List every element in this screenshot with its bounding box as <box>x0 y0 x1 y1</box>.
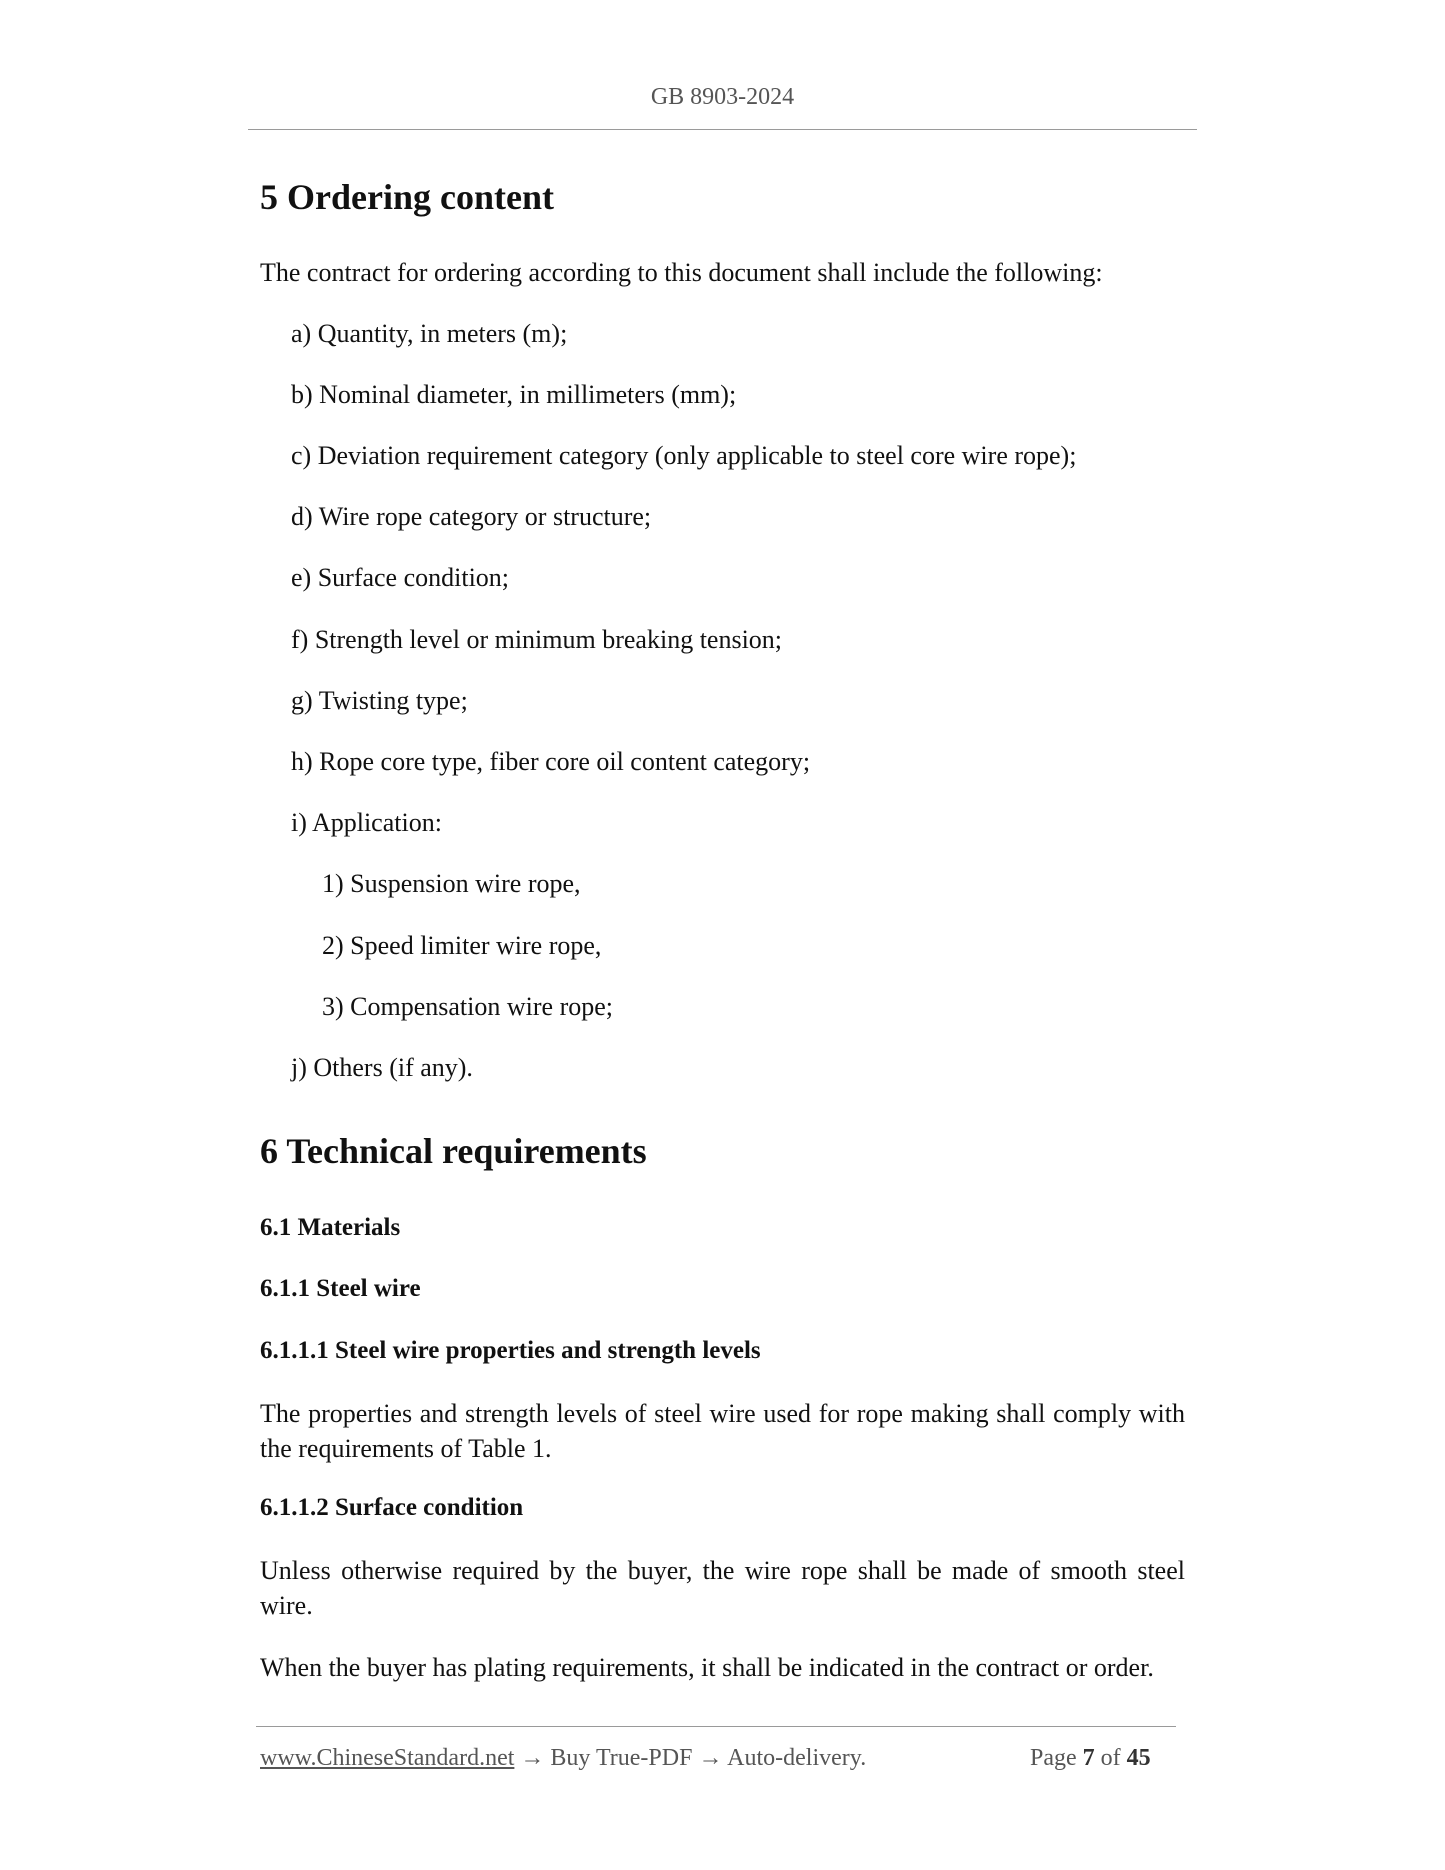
list-item: b) Nominal diameter, in millimeters (mm); <box>291 380 737 409</box>
section-5-intro: The contract for ordering according to this document shall include the following: <box>260 258 1103 287</box>
footer-promo <box>260 1745 866 1772</box>
subsection-6-1-1-2-heading: 6.1.1.2 Surface condition <box>260 1494 524 1521</box>
subsection-6-1-1-heading: 6.1.1 Steel wire <box>260 1275 421 1302</box>
auto-delivery-text: Auto-delivery. <box>727 1745 867 1771</box>
list-item: d) Wire rope category or structure; <box>291 502 652 531</box>
section-6-heading: 6 Technical requirements <box>260 1131 647 1171</box>
list-item: e) Surface condition; <box>291 563 510 592</box>
list-item: a) Quantity, in meters (m); <box>291 319 568 348</box>
list-item: i) Application: <box>291 808 442 837</box>
list-item: g) Twisting type; <box>291 686 468 715</box>
page-label: Page <box>1030 1745 1077 1771</box>
header-divider <box>248 129 1197 130</box>
paragraph-6-1-1-2b: When the buyer has plating requirements, it shall be indicated in the contract or order. <box>260 1653 1154 1682</box>
list-item: h) Rope core type, fiber core oil content category; <box>291 747 811 776</box>
list-item: f) Strength level or minimum breaking tension; <box>291 625 783 654</box>
of-label: of <box>1100 1745 1121 1771</box>
page-current: 7 <box>1082 1745 1095 1771</box>
subsection-6-1-1-1-heading: 6.1.1.1 Steel wire properties and strength levels <box>260 1337 761 1364</box>
sub-list-item: 1) Suspension wire rope, <box>322 869 581 898</box>
page-number <box>1030 1745 1151 1772</box>
website-link[interactable]: www.ChineseStandard.net <box>260 1745 515 1771</box>
footer-divider <box>256 1726 1176 1727</box>
document-header-title: GB 8903-2024 <box>650 84 795 110</box>
subsection-6-1-heading: 6.1 Materials <box>260 1214 401 1241</box>
paragraph-6-1-1-1: The properties and strength levels of steel wire used for rope making shall comply with the requirements of Table 1. <box>260 1399 1185 1463</box>
sub-list-item: 2) Speed limiter wire rope, <box>322 931 602 960</box>
page-total: 45 <box>1126 1745 1151 1771</box>
list-item: j) Others (if any). <box>291 1053 473 1082</box>
section-5-heading: 5 Ordering content <box>260 177 554 217</box>
buy-true-pdf-text: Buy True-PDF <box>550 1745 693 1771</box>
list-item: c) Deviation requirement category (only applicable to steel core wire rope); <box>291 441 1077 470</box>
arrow-right-icon: → <box>520 1745 545 1771</box>
sub-list-item: 3) Compensation wire rope; <box>322 992 613 1021</box>
arrow-right-icon: → <box>698 1745 723 1771</box>
paragraph-6-1-1-2a: Unless otherwise required by the buyer, the wire rope shall be made of smooth steel wire. <box>260 1556 1185 1620</box>
